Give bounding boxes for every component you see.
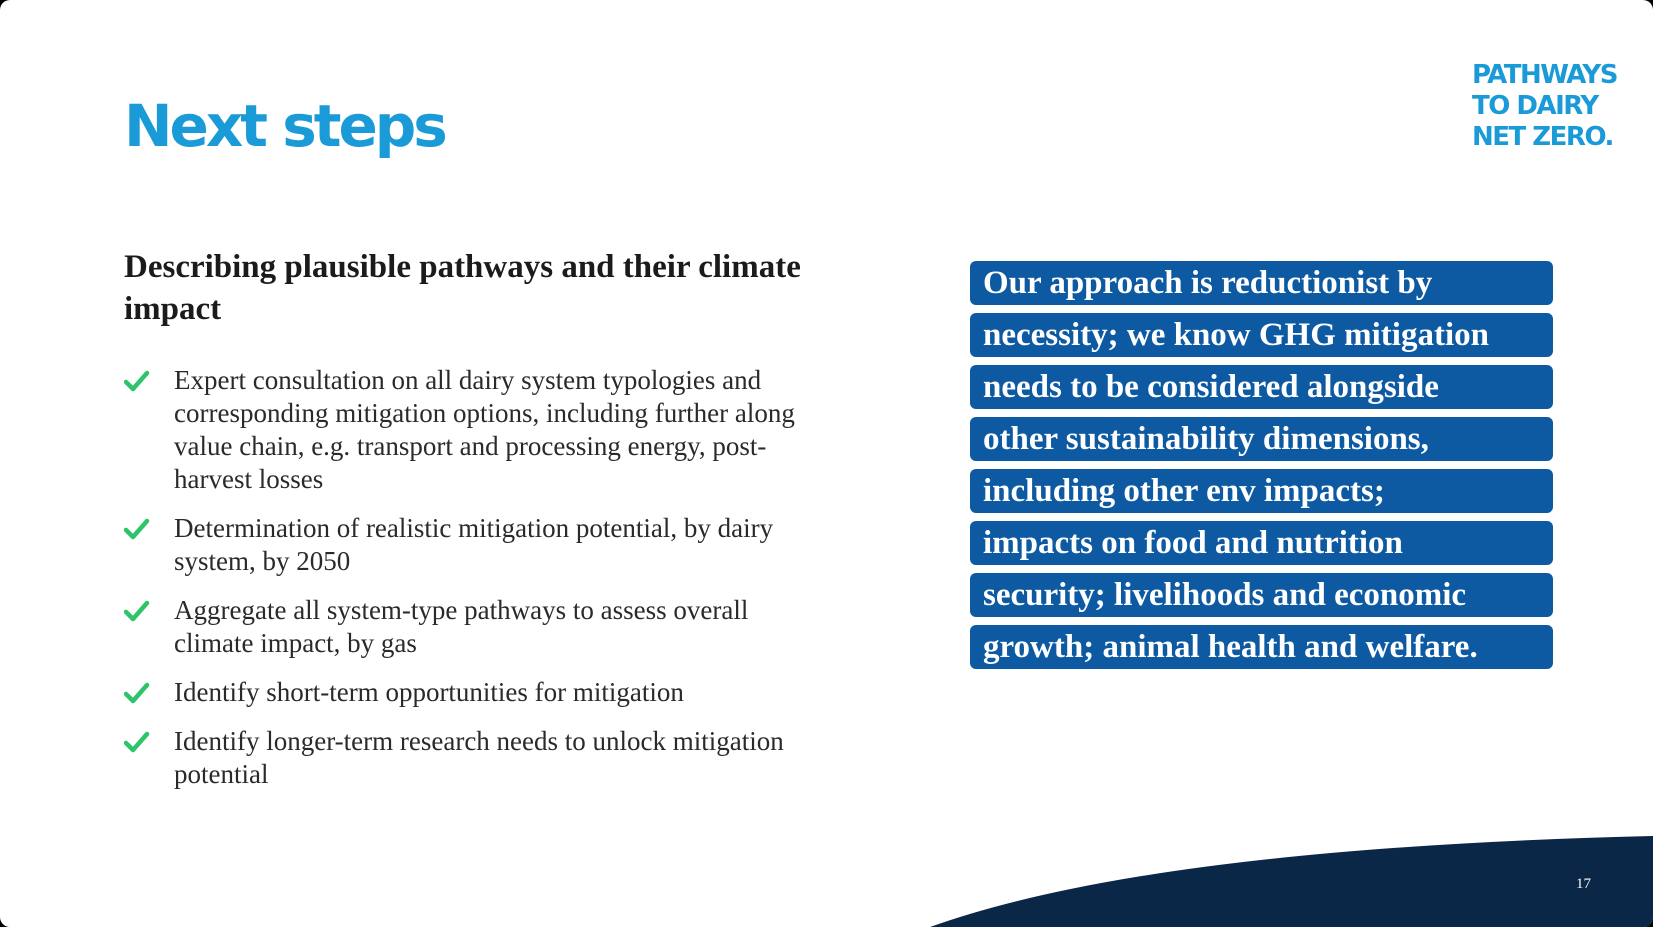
section-subtitle: Describing plausible pathways and their climate impact xyxy=(124,249,801,327)
callout-line: security; livelihoods and economic xyxy=(970,573,1553,617)
bullet-text: Identify longer-term research needs to unlock mitigation potential xyxy=(174,726,784,789)
callout-line: growth; animal health and welfare. xyxy=(970,625,1553,669)
callout-line: other sustainability dimensions, xyxy=(970,417,1553,461)
logo-line-2: TO DAIRY xyxy=(1472,91,1598,121)
bullet-text: Identify short-term opportunities for mitigation xyxy=(174,677,684,707)
callout-line: Our approach is reductionist by xyxy=(970,261,1553,305)
page-number: 17 xyxy=(1576,876,1591,892)
bullet-text: Aggregate all system-type pathways to assess overall climate impact, by gas xyxy=(174,595,749,658)
logo-line-1: PATHWAYS xyxy=(1472,60,1617,90)
bullet-text: Determination of realistic mitigation potential, by dairy system, by 2050 xyxy=(174,513,774,576)
callout-line: needs to be considered alongside xyxy=(970,365,1553,409)
callout-line: including other env impacts; xyxy=(970,469,1553,513)
callout-line: necessity; we know GHG mitigation xyxy=(970,313,1553,357)
bullet-text: Expert consultation on all dairy system typologies and corresponding mitigation options, including further along value chain, e.g. transport and processing energy, post-harvest losses xyxy=(174,365,795,494)
logo-line-3: NET ZERO. xyxy=(1472,122,1613,152)
slide-title: Next steps xyxy=(124,92,445,160)
callout-line: impacts on food and nutrition xyxy=(970,521,1553,565)
